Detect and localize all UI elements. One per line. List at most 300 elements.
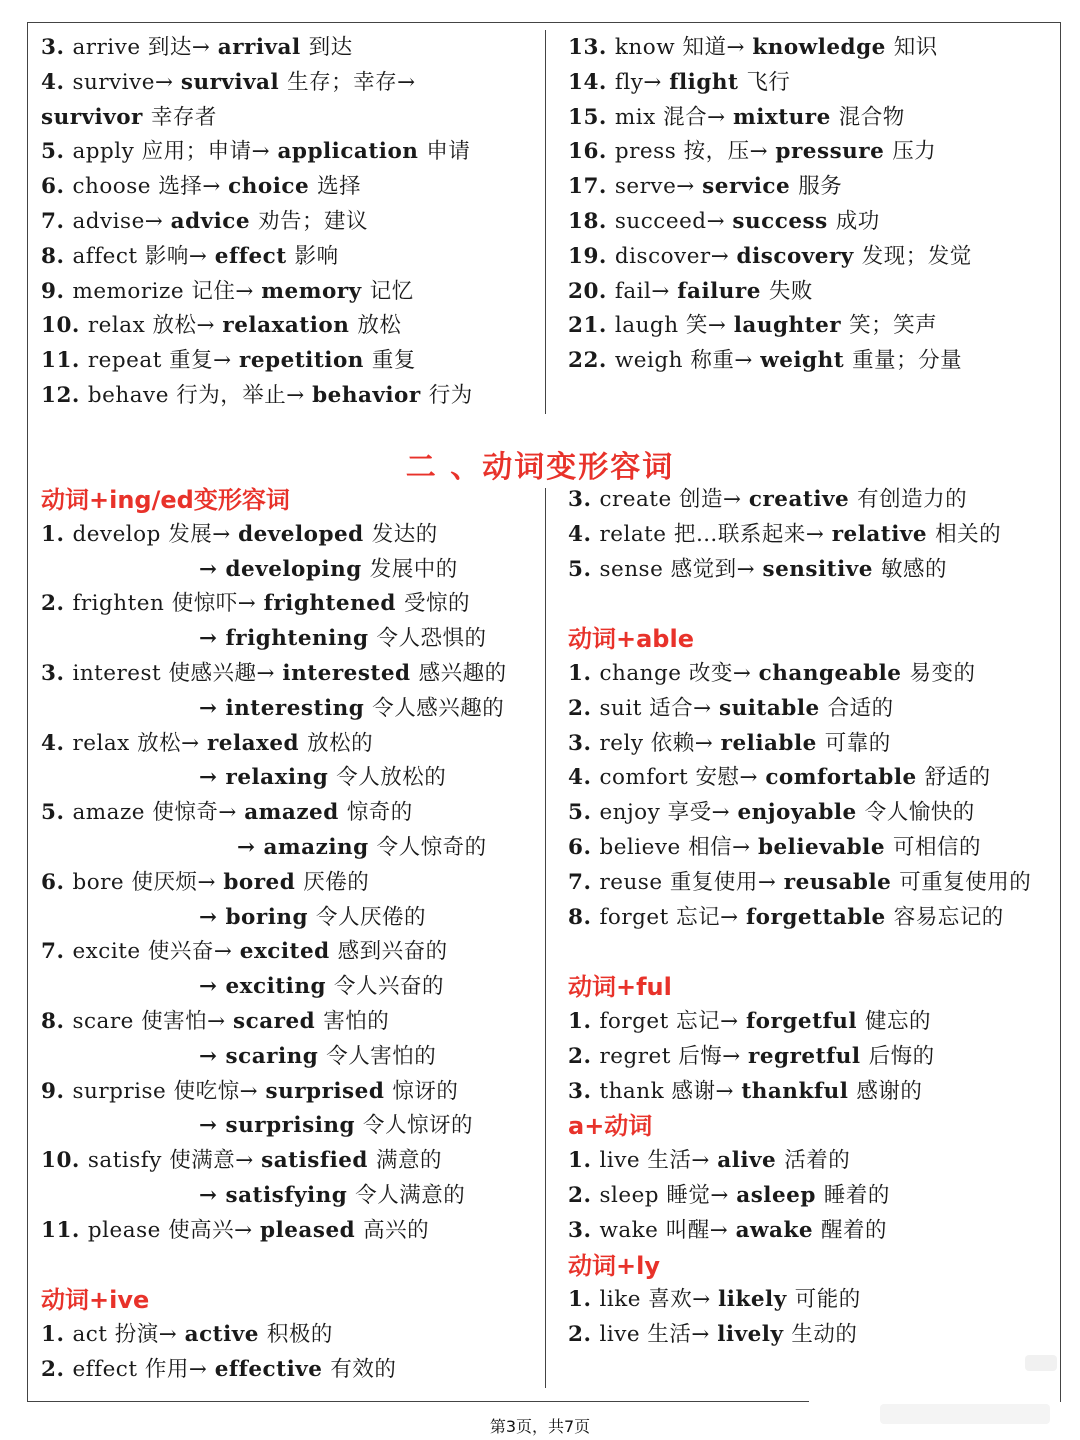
entry-number: 3. <box>568 487 600 512</box>
vocab-entry <box>568 1040 1031 1075</box>
base-verb: please <box>87 1217 169 1243</box>
entry-number: 2. <box>41 591 73 617</box>
base-verb: discover→ <box>614 243 737 269</box>
vocab-entry <box>568 761 1031 796</box>
base-verb: know <box>614 35 683 60</box>
verb-meaning: 生活→ <box>647 1148 718 1174</box>
entry-number: 3. <box>568 1078 600 1104</box>
derived-word: sensitive <box>762 556 881 582</box>
entry-number: 8. <box>41 1008 73 1034</box>
base-verb: enjoy <box>599 800 668 826</box>
verb-meaning: 感觉到→ <box>670 556 763 582</box>
base-verb: amaze <box>72 800 153 826</box>
derived-meaning: 知识 <box>893 35 938 60</box>
vocab-entry <box>41 1040 507 1075</box>
entry-number: 3. <box>41 660 73 686</box>
vocab-entry <box>568 518 1031 553</box>
entry-number: 1. <box>568 1287 600 1313</box>
derived-word: comfortable <box>765 765 925 791</box>
derived-meaning: 活着的 <box>784 1148 851 1174</box>
vocab-entry <box>41 275 473 310</box>
verb-meaning: 使感兴趣→ <box>168 660 283 686</box>
subsection-heading: 动词+ive <box>41 1286 150 1315</box>
verb-meaning: 发展→ <box>168 521 239 547</box>
derived-word: suitable <box>719 695 828 721</box>
verb-meaning: 行为，举止→ <box>176 382 313 408</box>
verb-meaning: 喜欢→ <box>648 1287 719 1313</box>
verb-meaning: 适合→ <box>649 695 720 721</box>
verb-meaning: 叫醒→ <box>665 1217 736 1243</box>
derived-meaning: 令人害怕的 <box>326 1043 437 1069</box>
vocab-entry <box>41 518 507 553</box>
derived-word: relaxation <box>222 313 358 339</box>
derived-meaning: 成功 <box>835 208 880 234</box>
derived-word: creative <box>748 487 858 512</box>
base-verb: bore <box>72 869 132 895</box>
entry-number: 1. <box>568 1008 600 1034</box>
vocab-entry <box>41 309 473 344</box>
derived-word: enjoyable <box>737 800 865 826</box>
derived-meaning: 有效的 <box>330 1356 397 1382</box>
derived-word: → developing <box>199 556 370 582</box>
derived-word: → relaxing <box>199 765 337 791</box>
derived-word: → surprising <box>199 1113 364 1139</box>
page-footer: 第3页，共7页 <box>489 1417 591 1436</box>
derived-meaning: 放松的 <box>307 730 374 756</box>
vocab-entry <box>568 796 1031 831</box>
derived-meaning: 重量；分量 <box>852 348 963 374</box>
subsection-heading: a+动词 <box>568 1112 653 1141</box>
vocab-entry <box>568 135 972 170</box>
entry-number: 2. <box>568 1043 600 1069</box>
verb-meaning: 生活→ <box>647 1322 718 1348</box>
base-verb: memorize <box>72 278 192 304</box>
derived-meaning: 压力 <box>892 139 937 165</box>
derived-word: surprised <box>265 1078 393 1104</box>
vocab-entry <box>41 692 507 727</box>
base-verb: live <box>599 1322 648 1348</box>
derived-meaning: 满意的 <box>375 1148 442 1174</box>
derived-word: likely <box>718 1287 795 1313</box>
vocab-entry <box>41 1318 507 1353</box>
verb-meaning: 使满意→ <box>169 1148 262 1174</box>
entry-number: 6. <box>41 869 73 895</box>
base-verb: sleep <box>599 1182 667 1208</box>
entry-number: 4. <box>568 521 600 547</box>
vocab-entry <box>41 66 473 101</box>
vocab-entry <box>41 101 473 136</box>
vocab-entry <box>568 66 972 101</box>
verb-meaning: 使惊奇→ <box>152 800 245 826</box>
entry-number: 5. <box>568 800 600 826</box>
derived-word: weight <box>760 348 853 374</box>
derived-meaning: 失败 <box>768 278 813 304</box>
verb-meaning: 放松→ <box>137 730 207 756</box>
entry-number: 3. <box>41 35 73 60</box>
vocab-entry <box>41 622 507 657</box>
entry-number: 8. <box>41 243 73 269</box>
derived-word: choice <box>228 174 318 200</box>
derived-word: survivor <box>41 104 151 130</box>
verb-meaning: 笑→ <box>685 313 734 339</box>
vocab-entry <box>568 309 972 344</box>
vocab-entry <box>568 1144 1031 1179</box>
derived-meaning: 易变的 <box>909 660 976 686</box>
vocab-entry <box>568 866 1031 901</box>
derived-meaning: 后悔的 <box>868 1043 935 1069</box>
subsection-heading: 动词+ing/ed变形容词 <box>41 486 290 514</box>
base-verb: suit <box>599 695 650 721</box>
verb-meaning: 作用→ <box>144 1356 215 1382</box>
derived-word: success <box>732 208 836 234</box>
derived-meaning: 飞行 <box>746 69 791 95</box>
vocab-entry <box>568 101 972 136</box>
verb-meaning: 忘记→ <box>676 904 746 930</box>
column-divider-top <box>545 30 546 414</box>
derived-meaning: 可重复使用的 <box>899 869 1032 895</box>
verb-meaning: 按，压→ <box>683 139 776 165</box>
vocab-entry <box>568 692 1031 727</box>
base-verb: excite <box>72 939 148 965</box>
base-verb: repeat <box>87 348 170 374</box>
derived-word: service <box>702 174 799 200</box>
derived-meaning: 生动的 <box>791 1322 858 1348</box>
vocab-list-top-right <box>568 31 972 379</box>
derived-word: discovery <box>736 243 862 269</box>
vocab-entry <box>41 796 507 831</box>
verb-meaning: 使厌烦→ <box>131 869 224 895</box>
verb-meaning: 使吃惊→ <box>173 1078 266 1104</box>
subsection-heading: 动词+able <box>568 625 694 654</box>
derived-word: relative <box>831 521 936 547</box>
base-verb: behave <box>87 382 177 408</box>
derived-word: arrival <box>217 35 309 60</box>
verb-meaning: 记住→ <box>191 278 262 304</box>
derived-meaning: 睡着的 <box>823 1182 890 1208</box>
entry-number: 11. <box>41 348 88 374</box>
base-verb: interest <box>72 660 169 686</box>
vocab-entry <box>568 1214 1031 1249</box>
entry-number: 12. <box>41 382 88 408</box>
vocab-entry <box>568 1318 1031 1353</box>
entry-number: 5. <box>41 139 73 165</box>
derived-meaning: 害怕的 <box>323 1008 390 1034</box>
entry-number: 10. <box>41 313 88 339</box>
derived-word: developed <box>238 521 372 547</box>
derived-meaning: 发达的 <box>371 521 438 547</box>
verb-meaning: 放松→ <box>152 313 223 339</box>
base-verb: mix <box>614 104 664 130</box>
derived-word: scared <box>233 1008 324 1034</box>
derived-meaning: 令人满意的 <box>355 1182 466 1208</box>
derived-meaning: 影响 <box>294 243 339 269</box>
vocab-entry <box>568 205 972 240</box>
base-verb: succeed→ <box>614 208 733 234</box>
derived-word: behavior <box>312 382 429 408</box>
vocab-entry <box>568 240 972 275</box>
entry-number: 2. <box>568 1182 600 1208</box>
verb-meaning: 影响→ <box>144 243 215 269</box>
vocab-entry <box>568 344 972 379</box>
base-verb: comfort <box>599 765 696 791</box>
verb-meaning: 依赖→ <box>650 730 721 756</box>
vocab-list-bottom-right <box>568 483 1031 1353</box>
entry-number: 1. <box>41 521 73 547</box>
derived-meaning: 醒着的 <box>821 1217 888 1243</box>
derived-word: forgettable <box>745 904 894 930</box>
verb-meaning: 重复→ <box>169 348 240 374</box>
entry-number: 9. <box>41 1078 73 1104</box>
entry-number: 14. <box>568 69 615 95</box>
vocab-list-bottom-left <box>41 483 507 1388</box>
derived-meaning: 厌倦的 <box>303 869 370 895</box>
derived-meaning: 合适的 <box>827 695 894 721</box>
derived-meaning: 健忘的 <box>865 1008 932 1034</box>
derived-word: excited <box>239 939 338 965</box>
vocab-entry <box>41 170 473 205</box>
verb-meaning: 到达→ <box>147 35 218 60</box>
verb-meaning: 知道→ <box>682 35 753 60</box>
base-verb: relax <box>87 313 153 339</box>
derived-meaning: 容易忘记的 <box>893 904 1004 930</box>
section-title: 二 、动词变形容词 <box>405 450 675 485</box>
derived-word: effect <box>214 243 295 269</box>
verb-meaning: 使惊吓→ <box>171 591 264 617</box>
base-verb: apply <box>72 139 142 165</box>
entry-number: 11. <box>41 1217 88 1243</box>
verb-meaning: 称重→ <box>690 348 761 374</box>
derived-word: mixture <box>732 104 839 130</box>
derived-meaning: 令人恐惧的 <box>376 626 487 652</box>
entry-number: 4. <box>41 730 73 756</box>
verb-meaning: 把…联系起来→ <box>673 521 832 547</box>
base-verb: create <box>599 487 679 512</box>
derived-word: believable <box>757 834 893 860</box>
vocab-entry <box>568 1179 1031 1214</box>
verb-meaning: 相信→ <box>688 834 758 860</box>
blurred-mark <box>1025 1355 1057 1371</box>
base-verb: rely <box>599 730 651 756</box>
derived-meaning: 申请 <box>426 139 471 165</box>
verb-meaning: 使高兴→ <box>168 1217 261 1243</box>
derived-word: failure <box>677 278 769 304</box>
entry-number: 4. <box>568 765 600 791</box>
derived-meaning: 发展中的 <box>369 556 458 582</box>
base-verb: affect <box>72 243 145 269</box>
vocab-entry <box>41 135 473 170</box>
frame-bottom-rule <box>27 1401 809 1402</box>
verb-meaning: 应用；申请→ <box>141 139 278 165</box>
entry-number: 2. <box>41 1356 73 1382</box>
verb-meaning: 使害怕→ <box>141 1008 234 1034</box>
derived-meaning: 可靠的 <box>824 730 891 756</box>
verb-meaning: 选择→ <box>158 174 229 200</box>
entry-number: 9. <box>41 278 73 304</box>
entry-number: 7. <box>41 939 73 965</box>
derived-word: forgetful <box>745 1008 866 1034</box>
derived-meaning: 相关的 <box>935 521 1002 547</box>
vocab-entry <box>568 727 1031 762</box>
column-divider-bottom <box>545 488 546 1388</box>
base-verb: weigh <box>614 348 691 374</box>
entry-number: 7. <box>568 869 600 895</box>
derived-meaning: 重复 <box>371 348 416 374</box>
vocab-entry <box>41 1179 507 1214</box>
entry-number: 5. <box>568 556 600 582</box>
base-verb: thank <box>599 1078 672 1104</box>
entry-number: 6. <box>41 174 73 200</box>
verb-meaning: 改变→ <box>688 660 759 686</box>
derived-word: reliable <box>720 730 825 756</box>
base-verb: forget <box>599 1008 677 1034</box>
base-verb: surprise <box>72 1078 174 1104</box>
derived-meaning: 惊奇的 <box>346 800 413 826</box>
derived-word: flight <box>669 69 747 95</box>
derived-word: changeable <box>758 660 910 686</box>
entry-number: 3. <box>568 1217 600 1243</box>
base-verb: scare <box>72 1008 142 1034</box>
entry-number: 5. <box>41 800 73 826</box>
derived-meaning: 记忆 <box>369 278 414 304</box>
entry-number: 7. <box>41 208 73 234</box>
derived-meaning: 到达 <box>308 35 353 60</box>
derived-word: reusable <box>783 869 900 895</box>
entry-number: 20. <box>568 278 615 304</box>
vocab-entry <box>568 275 972 310</box>
derived-word: effective <box>214 1356 331 1382</box>
derived-meaning: 积极的 <box>266 1322 333 1348</box>
derived-word: thankful <box>741 1078 857 1104</box>
derived-meaning: 有创造力的 <box>857 487 968 512</box>
base-verb: sense <box>599 556 671 582</box>
vocab-entry <box>41 587 507 622</box>
base-verb: change <box>599 660 689 686</box>
base-verb: like <box>599 1287 649 1313</box>
derived-meaning: 感谢的 <box>856 1078 923 1104</box>
derived-word: amazed <box>244 800 347 826</box>
vocab-list-top-left <box>41 31 473 414</box>
derived-meaning: 令人放松的 <box>336 765 447 791</box>
base-verb: relax <box>72 730 138 756</box>
base-verb: believe <box>599 834 689 860</box>
derived-word: satisfied <box>261 1148 376 1174</box>
derived-meaning: 令人惊讶的 <box>363 1113 474 1139</box>
vocab-entry <box>41 1144 507 1179</box>
verb-meaning: 忘记→ <box>676 1008 746 1034</box>
derived-meaning: 令人惊奇的 <box>376 834 487 860</box>
base-verb: frighten <box>72 591 172 617</box>
entry-number: 2. <box>568 1322 600 1348</box>
derived-meaning: 惊讶的 <box>392 1078 459 1104</box>
verb-meaning: 感谢→ <box>671 1078 742 1104</box>
vocab-entry <box>41 31 473 66</box>
base-verb: fly→ <box>614 69 670 95</box>
derived-word: pressure <box>775 139 893 165</box>
vocab-entry <box>41 1214 507 1249</box>
derived-meaning: 可相信的 <box>892 834 981 860</box>
spacer <box>568 935 1031 970</box>
derived-word: advice <box>170 208 259 234</box>
derived-meaning: 发现；发觉 <box>861 243 972 269</box>
base-verb: relate <box>599 521 674 547</box>
entry-number: 16. <box>568 139 615 165</box>
entry-number: 6. <box>568 834 600 860</box>
vocab-entry <box>41 657 507 692</box>
verb-meaning: 创造→ <box>679 487 749 512</box>
derived-word: repetition <box>239 348 372 374</box>
verb-meaning: 睡觉→ <box>666 1182 737 1208</box>
subsection-heading: 动词+ly <box>568 1251 660 1280</box>
derived-meaning: 可能的 <box>794 1287 861 1313</box>
derived-word: → boring <box>199 904 317 930</box>
entry-number: 18. <box>568 208 615 234</box>
derived-meaning: 令人兴奋的 <box>334 974 445 1000</box>
derived-meaning: 劝告；建议 <box>258 208 369 234</box>
derived-word: lively <box>717 1322 792 1348</box>
base-verb: act <box>72 1322 115 1348</box>
vocab-entry <box>568 831 1031 866</box>
derived-word: frightened <box>263 591 404 617</box>
base-verb: fail→ <box>614 278 678 304</box>
entry-number: 21. <box>568 313 615 339</box>
verb-meaning: 混合→ <box>663 104 733 130</box>
base-verb: reuse <box>599 869 670 895</box>
base-verb: satisfy <box>87 1148 170 1174</box>
vocab-entry <box>41 344 473 379</box>
derived-word: knowledge <box>752 35 894 60</box>
derived-meaning: 行为 <box>428 382 473 408</box>
derived-word: alive <box>717 1148 785 1174</box>
derived-meaning: 生存；幸存→ <box>287 69 416 95</box>
entry-number: 3. <box>568 730 600 756</box>
derived-word: regretful <box>748 1043 869 1069</box>
base-verb: serve→ <box>614 174 703 200</box>
entry-number: 1. <box>568 660 600 686</box>
derived-meaning: 混合物 <box>838 104 905 130</box>
derived-meaning: 幸存者 <box>150 104 217 130</box>
base-verb: choose <box>72 174 159 200</box>
verb-meaning: 安慰→ <box>695 765 766 791</box>
entry-number: 15. <box>568 104 615 130</box>
derived-meaning: 令人感兴趣的 <box>372 695 505 721</box>
derived-word: pleased <box>260 1217 364 1243</box>
vocab-entry <box>568 1283 1031 1318</box>
vocab-entry <box>568 1075 1031 1110</box>
entry-number: 10. <box>41 1148 88 1174</box>
derived-word: → scaring <box>199 1043 327 1069</box>
derived-meaning: 感兴趣的 <box>418 660 507 686</box>
derived-meaning: 令人厌倦的 <box>316 904 427 930</box>
base-verb: press <box>614 139 684 165</box>
vocab-entry <box>41 1109 507 1144</box>
base-verb: develop <box>72 521 169 547</box>
derived-word: awake <box>735 1217 822 1243</box>
vocab-entry <box>41 240 473 275</box>
entry-number: 17. <box>568 174 615 200</box>
derived-word: laughter <box>733 313 850 339</box>
spacer <box>568 587 1031 622</box>
entry-number: 8. <box>568 904 600 930</box>
vocab-entry <box>41 1353 507 1388</box>
verb-meaning: 后悔→ <box>678 1043 749 1069</box>
vocab-entry <box>41 205 473 240</box>
derived-word: application <box>277 139 427 165</box>
entry-number: 22. <box>568 348 615 374</box>
derived-word: asleep <box>736 1182 824 1208</box>
derived-word: bored <box>223 869 304 895</box>
vocab-entry <box>568 31 972 66</box>
vocab-entry <box>41 935 507 970</box>
